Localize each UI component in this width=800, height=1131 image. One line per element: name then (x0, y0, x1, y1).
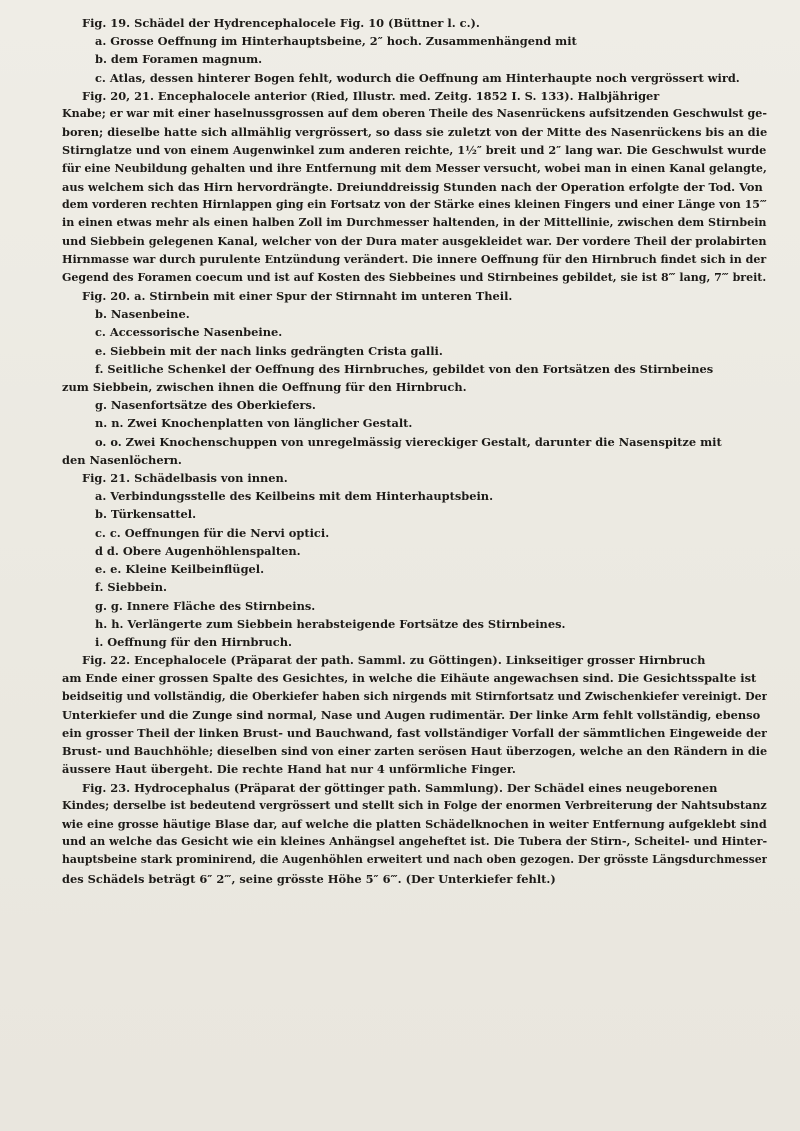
text-line: des Schädels beträgt 6″ 2‴, seine grösste Höhe 5″ 6‴. (Der Unterkiefer fehlt.) (62, 871, 556, 886)
text-line: am Ende einer grossen Spalte des Gesichtes, in welche die Eihäute angewachsen sind. Die Gesichtsspalte ist (62, 671, 757, 686)
text-line: b. dem Foramen magnum. (95, 52, 263, 67)
text-line: hauptsbeine stark prominirend, die Augenhöhlen erweitert und nach oben gezogen. Der grösste Längsdurchmesser (62, 853, 767, 867)
text-line: Fig. 19. Schädel der Hydrencephalocele Fig. 10 (Büttner l. c.). (82, 16, 480, 30)
text-line: aus welchem sich das Hirn hervordrängte. Dreiunddreissig Stunden nach der Operation erfolgte der Tod. Von (62, 179, 763, 194)
text-line: e. Siebbein mit der nach links gedrängten Crista galli. (95, 343, 443, 358)
text-line: äussere Haut übergeht. Die rechte Hand hat nur 4 unförmliche Finger. (62, 762, 516, 777)
text-line: ein grosser Theil der linken Brust- und Bauchwand, fast vollständiger Vorfall der sämmtlichen Eingeweide der (62, 725, 767, 740)
text-line: c. c. Oeffnungen für die Nervi optici. (95, 525, 330, 540)
text-line: Brust- und Bauchhöhle; dieselben sind von einer zarten serösen Haut überzogen, welche an den Rändern in die (62, 744, 767, 759)
text-line: f. Siebbein. (95, 580, 167, 595)
text-line: i. Oeffnung für den Hirnbruch. (95, 634, 292, 649)
text-line: d d. Obere Augenhöhlenspalten. (95, 543, 301, 558)
text-line: o. o. Zwei Knochenschuppen von unregelmässig viereckiger Gestalt, darunter die Nasenspitze mit (95, 434, 722, 449)
text-line: den Nasenlöchern. (62, 452, 182, 467)
text-line: beidseitig und vollständig, die Oberkiefer haben sich nirgends mit Stirnfortsatz und Zwischenkiefer vereinigt. Der (62, 689, 767, 703)
text-line: Fig. 20, 21. Encephalocele anterior (Ried, Illustr. med. Zeitg. 1852 I. S. 133). Halbjähriger (82, 88, 660, 103)
text-line: b. Türkensattel. (95, 507, 197, 522)
text-line: zum Siebbein, zwischen ihnen die Oeffnung für den Hirnbruch. (62, 380, 467, 395)
text-line: c. Atlas, dessen hinterer Bogen fehlt, wodurch die Oeffnung am Hinterhaupte noch vergrössert wird. (95, 70, 740, 85)
text-line: c. Accessorische Nasenbeine. (95, 325, 283, 340)
text-line: für eine Neubildung gehalten und ihre Entfernung mit dem Messer versucht, wobei man in einen Kanal gelangte, (62, 161, 767, 175)
text-line: f. Seitliche Schenkel der Oeffnung des Hirnbruches, gebildet von den Fortsätzen des Stirnbeines (95, 361, 714, 376)
text-line: Fig. 22. Encephalocele (Präparat der path. Samml. zu Göttingen). Linkseitiger grosser Hirnbruch (82, 653, 706, 668)
text-line: g. g. Innere Fläche des Stirnbeins. (95, 598, 316, 613)
text-line: boren; dieselbe hatte sich allmählig vergrössert, so dass sie zuletzt von der Mitte des Nasenrückens bis an die (62, 125, 767, 140)
text-line: Fig. 23. Hydrocephalus (Präparat der göttinger path. Sammlung). Der Schädel eines neugeborenen (82, 780, 718, 795)
text-line: g. Nasenfortsätze des Oberkiefers. (95, 398, 316, 413)
text-line: a. Grosse Oeffnung im Hinterhauptsbeine, 2″ hoch. Zusammenhängend mit (95, 34, 577, 49)
text-line: Knabe; er war mit einer haselnussgrossen auf dem oberen Theile des Nasenrückens aufsitzenden Geschwulst ge- (62, 107, 767, 121)
text-line: e. e. Kleine Keilbeinflügel. (95, 562, 265, 577)
text-line: und Siebbein gelegenen Kanal, welcher von der Dura mater ausgekleidet war. Der vordere Theil der prolabirten (62, 234, 767, 249)
text-line: a. Verbindungsstelle des Keilbeins mit dem Hinterhauptsbein. (95, 489, 494, 504)
text-line: h. h. Verlängerte zum Siebbein herabsteigende Fortsätze des Stirnbeines. (95, 616, 566, 631)
text-line: wie eine grosse häutige Blase dar, auf welche die platten Schädelknochen in weiter Entfernung aufgeklebt sind (62, 816, 767, 831)
text-line: Unterkiefer und die Zunge sind normal, Nase und Augen rudimentär. Der linke Arm fehlt vollständig, ebenso (62, 707, 761, 722)
figure-captions-text (62, 14, 767, 888)
text-line: Kindes; derselbe ist bedeutend vergrössert und stellt sich in Folge der enormen Verbreiterung der Nahtsubstanz (62, 798, 767, 812)
text-line: Fig. 21. Schädelbasis von innen. (82, 471, 288, 486)
text-line: Hirnmasse war durch purulente Entzündung verändert. Die innere Oeffnung für den Hirnbruch findet sich in der (62, 252, 767, 266)
text-line: dem vorderen rechten Hirnlappen ging ein Fortsatz von der Stärke eines kleinen Fingers und einer Länge von 15‴ (62, 198, 767, 212)
text-line: Fig. 20. a. Stirnbein mit einer Spur der Stirnnaht im unteren Theil. (82, 289, 513, 304)
text-line: Gegend des Foramen coecum und ist auf Kosten des Siebbeines und Stirnbeines gebildet, sie ist 8‴ lang, 7‴ breit. (62, 270, 767, 284)
text-line: und an welche das Gesicht wie ein kleines Anhängsel angeheftet ist. Die Tubera der Stirn-, Scheitel- und Hinter- (62, 835, 767, 849)
text-line: Stirnglatze und von einem Augenwinkel zum anderen reichte, 1½″ breit und 2″ lang war. Die Geschwulst wurde (62, 143, 767, 158)
text-line: n. n. Zwei Knochenplatten von länglicher Gestalt. (95, 416, 413, 431)
text-line: in einen etwas mehr als einen halben Zoll im Durchmesser haltenden, in der Mittellinie, zwischen dem Stirnbein (62, 216, 767, 230)
text-line: b. Nasenbeine. (95, 307, 190, 322)
